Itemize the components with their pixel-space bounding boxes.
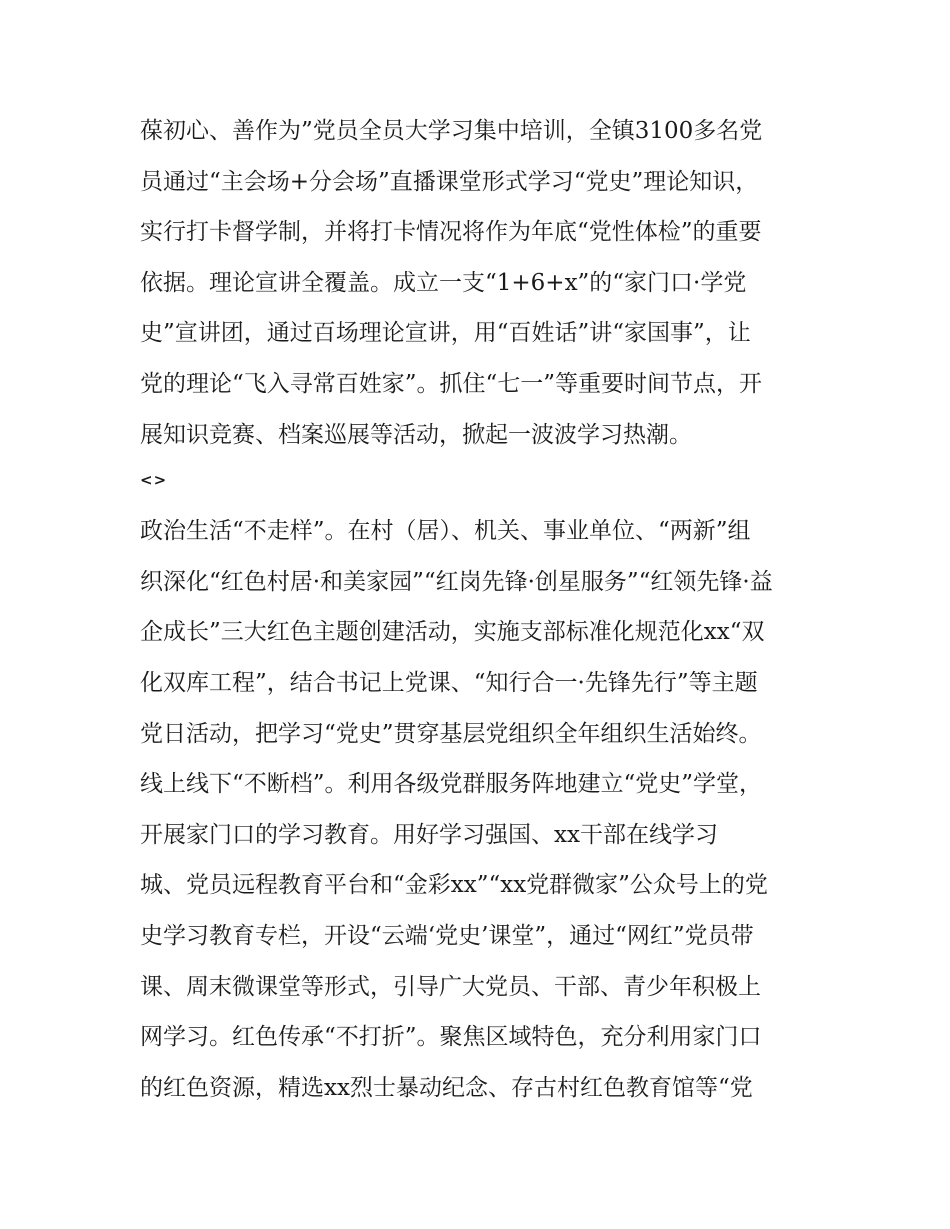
section-marker: <>	[140, 471, 168, 490]
text-line: 史学习教育专栏，开设“云端‘党史’课堂”，通过“网红”党员带	[140, 922, 754, 949]
text-line: 企成长”三大红色主题创建活动，实施支部标准化规范化xx“双	[140, 619, 765, 646]
text-line: 实行打卡督学制，并将打卡情况将作为年底“党性体检”的重要	[140, 219, 762, 246]
text-line: 课、周末微课堂等形式，引导广大党员、干部、青少年积极上	[140, 973, 761, 1000]
text-line: 史”宣讲团，通过百场理论宣讲，用“百姓话”讲“家国事”，让	[140, 320, 751, 347]
text-line: 线上线下“不断档”。利用各级党群服务阵地建立“党史”学堂，	[140, 771, 763, 798]
text-line: 员通过“主会场+分会场”直播课堂形式学习“党史”理论知识，	[140, 168, 759, 195]
text-line: 葆初心、善作为”党员全员大学习集中培训，全镇3100多名党	[140, 118, 763, 144]
text-line: 城、党员远程教育平台和“金彩xx”“xx党群微家”公众号上的党	[140, 872, 768, 899]
text-line: 网学习。红色传承“不打折”。聚焦区域特色，充分利用家门口	[140, 1024, 762, 1051]
paragraph-1	[140, 106, 820, 460]
text-line: 织深化“红色村居·和美家园”“红岗先锋·创星服务”“红领先锋·益	[140, 568, 773, 595]
text-line: 依据。理论宣讲全覆盖。成立一支“1+6+x”的“家门口·学党	[140, 269, 747, 296]
text-line: 展知识竞赛、档案巡展等活动，掀起一波波学习热潮。	[140, 421, 692, 448]
document-body	[140, 106, 820, 1113]
text-line: 政治生活“不走样”。在村（居）、机关、事业单位、“两新”组	[140, 518, 751, 545]
text-line: 的红色资源，精选xx烈士暴动纪念、存古村红色教育馆等“党	[140, 1074, 753, 1101]
text-line: 化双库工程”，结合书记上党课、“知行合一·先锋先行”等主题	[140, 669, 758, 696]
text-line: 党日活动，把学习“党史”贯穿基层党组织全年组织生活始终。	[140, 720, 762, 747]
paragraph-2	[140, 506, 820, 1113]
text-line: 开展家门口的学习教育。用好学习强国、xx干部在线学习	[140, 821, 718, 848]
text-line: 党的理论“飞入寻常百姓家”。抓住“七一”等重要时间节点，开	[140, 370, 763, 397]
